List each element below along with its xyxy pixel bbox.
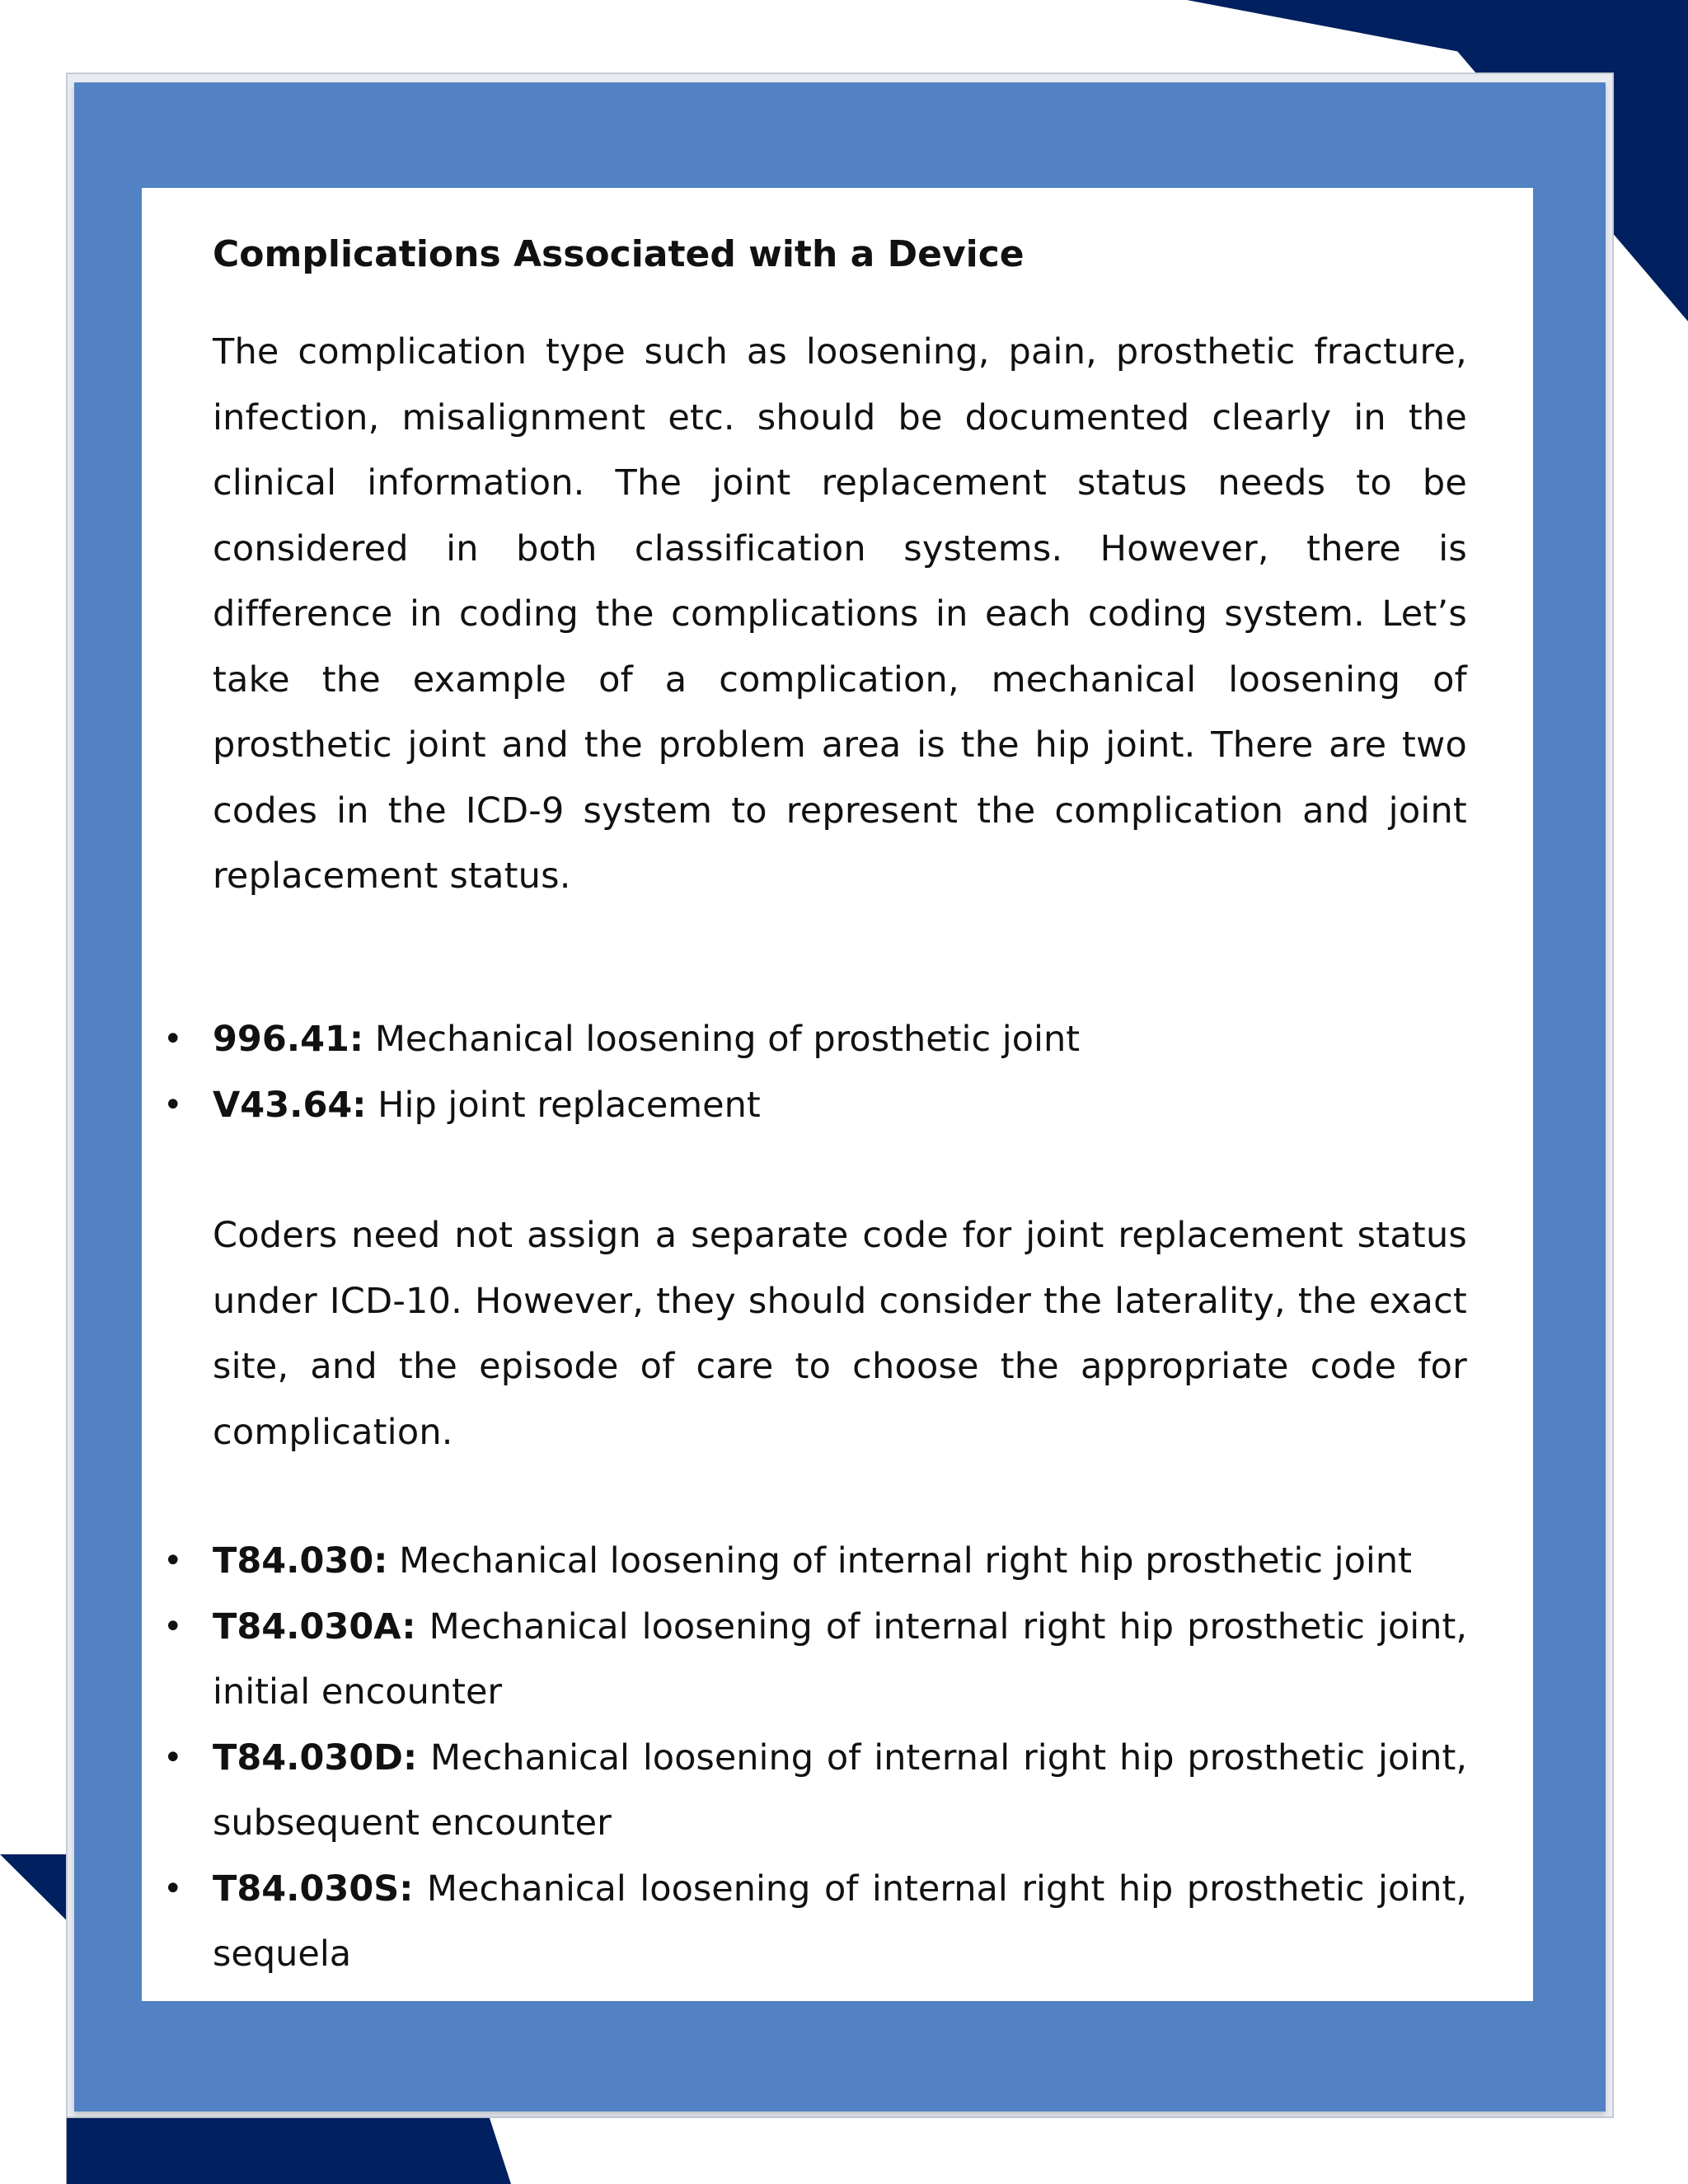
list-item (157, 1073, 1467, 1139)
code-description: Mechanical loosening of prosthetic joint (374, 1019, 1081, 1060)
code-description: Mechanical loosening of internal right hip prosthetic joint, sequela (213, 1868, 1467, 1975)
bullet-icon: • (163, 1542, 183, 1580)
code-description: Mechanical loosening of internal right hip prosthetic joint, initial encounter (213, 1605, 1467, 1713)
code-description: Hip joint replacement (377, 1084, 761, 1126)
bullet-icon: • (163, 1869, 183, 1908)
list-item (157, 1007, 1467, 1073)
list-item (157, 1595, 1467, 1726)
list-item (157, 1857, 1467, 1988)
code-label: 996.41: (213, 1019, 364, 1060)
intro-paragraph: The complication type such as loosening, pain, prosthetic fracture, infection, misalignment etc. should be documented clearly in the clinical information. The joint replacement status needs to be considered in both classification systems. However, there is difference in coding the complications in each coding system. Let’s take the example of a complication, mechanical loosening of prosthetic joint and the problem area is the hip joint. There are two codes in the ICD-9 system to represent the complication and joint replacement status. (213, 331, 1467, 897)
code-label: T84.030A: (213, 1605, 416, 1647)
bullet-icon: • (163, 1020, 183, 1058)
code-label: V43.64: (213, 1084, 367, 1126)
code-description: Mechanical loosening of internal right hip prosthetic joint, subsequent encounter (213, 1736, 1467, 1844)
icd10-paragraph: Coders need not assign a separate code for joint replacement status under ICD-10. However, they should consider the laterality, the exact site, and the episode of care to choose the appropriate code for complication. (213, 1215, 1467, 1453)
code-label: T84.030: (213, 1540, 388, 1582)
bullet-icon: • (163, 1607, 183, 1646)
code-label: T84.030D: (213, 1736, 418, 1779)
bullet-icon: • (163, 1738, 183, 1777)
bullet-icon: • (163, 1085, 183, 1124)
icd10-code-list (157, 1529, 1467, 1988)
list-item (157, 1726, 1467, 1857)
code-description: Mechanical loosening of internal right hip prosthetic joint (399, 1540, 1412, 1582)
section-heading: Complications Associated with a Device (213, 233, 1025, 275)
code-label: T84.030S: (213, 1868, 414, 1910)
icd9-code-list (157, 1007, 1467, 1138)
list-item (157, 1529, 1467, 1595)
